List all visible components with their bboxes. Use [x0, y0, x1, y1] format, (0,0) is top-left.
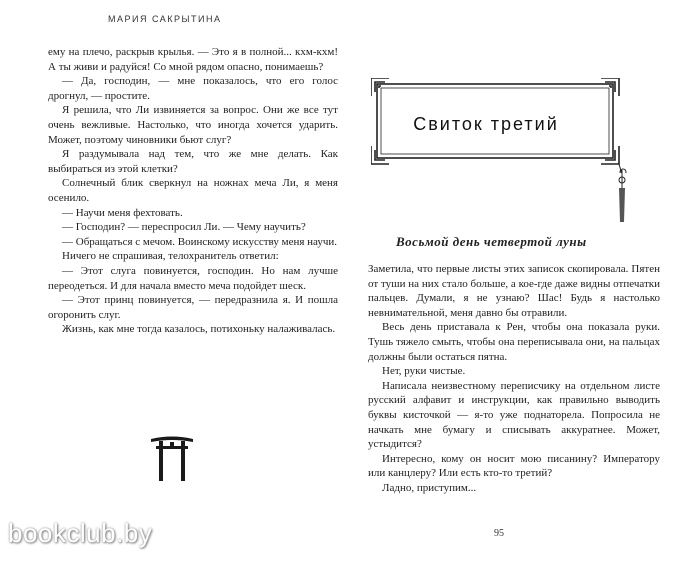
chapter-subtitle: Восьмой день четвертой луны — [396, 234, 587, 249]
tassel-icon — [614, 170, 630, 226]
paragraph-9: Ничего не спрашивая, телохранитель ответил: — [62, 250, 279, 263]
right-paragraph-3: Нет, руки чистые. — [382, 365, 466, 378]
running-header: МАРИЯ САКРЫТИНА — [108, 14, 222, 24]
paragraph-11: — Этот принц повинуется, — передразнила я. И пошла огоронить слуг. — [48, 294, 338, 321]
chapter-title: Свиток третий — [413, 114, 559, 134]
paragraph-6: — Научи меня фехтовать. — [62, 206, 183, 219]
page-number: 95 — [494, 528, 504, 539]
left-page — [48, 45, 338, 337]
right-paragraph-5: Интересно, кому он носит мою писанину? Императору или канцлеру? Или есть кто-то третий? — [368, 452, 660, 480]
right-paragraph-2: Весь день приставала к Рен, чтобы она показала руки. Тушь тяжело смыть, чтобы она переписывала они, на пальцах должны были остаться пятна. — [368, 321, 660, 363]
paragraph-5: Солнечный блик сверкнул на ножнах меча Ли, я меня осенило. — [48, 177, 338, 204]
watermark: bookclub.by — [8, 518, 153, 548]
paragraph-12: Жизнь, как мне тогда казалось, потихоньку налаживалась. — [62, 323, 336, 336]
paragraph-3: Я решила, что Ли извиняется за вопрос. Они же все тут очень вежливые. Настолько, что иногда хочется ударить. Может, поэтому чиновники бьют слуг? — [48, 104, 338, 146]
paragraph-2: — Да, господин, — мне показалось, что его голос дрогнул, — простите. — [48, 75, 338, 102]
torii-gate-icon — [150, 433, 194, 481]
paragraph-4: Я раздумывала над тем, что же мне делать. Как выбираться из этой клетки? — [48, 148, 338, 175]
paragraph-8: — Обращаться с мечом. Воинскому искусству меня научи. — [62, 235, 338, 248]
right-paragraph-4: Написала неизвестному переписчику на отдельном листе русский алфавит и инструкции, как правильно выводить буквы кисточкой — я-то уже поднаторела. Попросила не начкать мне бумагу и списывать аккуратнее. Может, устыдится? — [368, 379, 660, 451]
paragraph-10: — Этот слуга повинуется, господин. Но нам лучше переодеться. И для начала вместо меча подойдет шеск. — [48, 264, 338, 292]
right-paragraph-1: Заметила, что первые листы этих записок скопировала. Пятен от туши на них стало больше, а кое-где даже видны отпечатки пальцев. Думали, я не узнаю? Шас! Будь я настолько невнимательной, меня давно бы отравили. — [368, 263, 660, 319]
right-paragraph-6: Ладно, приступим... — [382, 481, 477, 494]
paragraph-1: ему на плечо, раскрыв крылья. — Это я в полной... кхм-кхм! А ты живи и радуйся! Со мной рядом опасно, понимаешь? — [48, 46, 338, 73]
paragraph-7: — Господин? — переспросил Ли. — Чему научить? — [62, 221, 306, 234]
right-page — [368, 262, 660, 496]
